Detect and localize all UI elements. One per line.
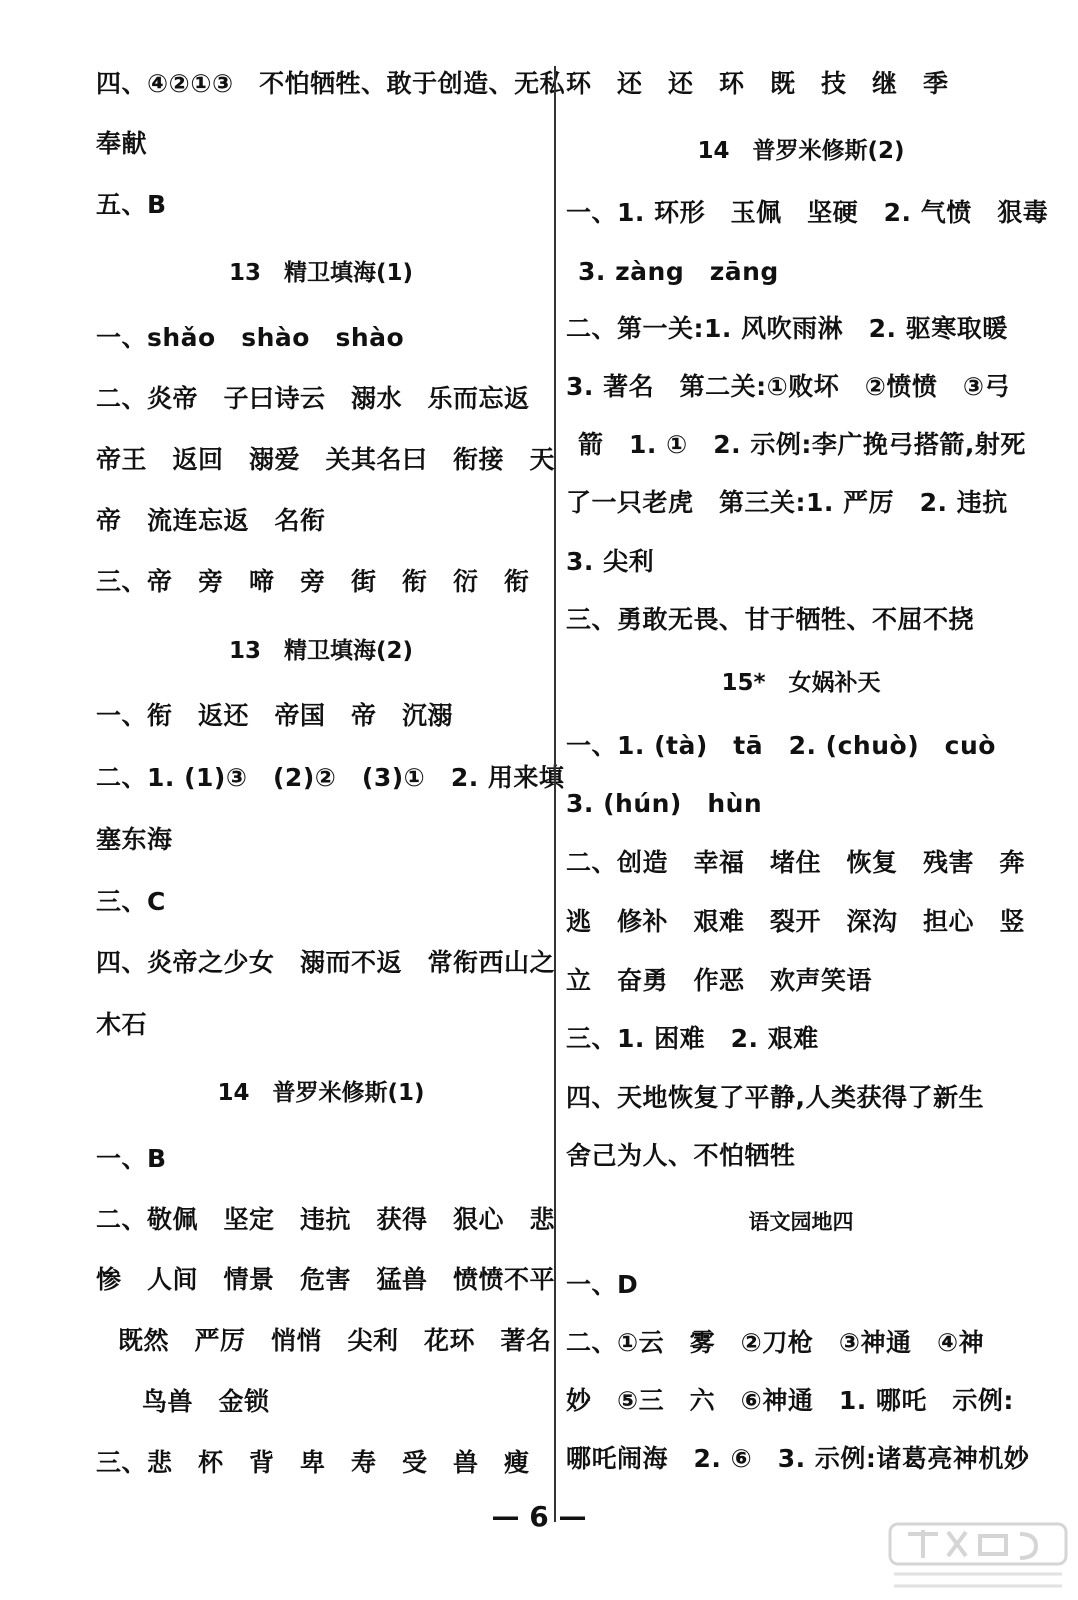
answer-line: 一、shǎo shào shào [96, 323, 405, 352]
section-heading: 13 精卫填海(2) [228, 638, 414, 664]
answer-line: 3. 尖利 [566, 547, 655, 576]
answer-line: 哪吒闹海 2. ⑥ 3. 示例:诸葛亮神机妙 [566, 1444, 1030, 1473]
answer-line: 二、创造 幸福 堵住 恢复 残害 奔 [566, 848, 1026, 877]
answer-line: 帝王 返回 溺爱 关其名曰 衔接 天 [96, 445, 556, 474]
answer-line: 帝 流连忘返 名衔 [96, 506, 326, 535]
answer-line: 二、①云 雾 ②刀枪 ③神通 ④神 [566, 1328, 985, 1357]
section-heading: 语文园地四 [748, 1210, 854, 1234]
answer-line: 环 还 还 环 既 技 继 季 [566, 69, 949, 98]
answer-line: 奉献 [96, 129, 148, 158]
page-number: — 6 — [491, 1500, 587, 1533]
section-heading: 15* 女娲补天 [721, 670, 881, 696]
answer-line: 箭 1. ① 2. 示例:李广挽弓搭箭,射死 [578, 430, 1026, 459]
answer-line: 三、帝 旁 啼 旁 街 衔 衍 衔 [96, 567, 530, 596]
answer-line: 既然 严厉 悄悄 尖利 花环 著名 [118, 1326, 552, 1355]
answer-line: 塞东海 [96, 825, 173, 854]
answer-line: 舍己为人、不怕牺牲 [566, 1141, 796, 1170]
watermark-logo [888, 1522, 1068, 1592]
answer-line: 3. 著名 第二关:①败坏 ②愤愤 ③弓 [566, 372, 1011, 401]
column-divider [554, 66, 556, 1522]
answer-line: 二、炎帝 子曰诗云 溺水 乐而忘返 [96, 384, 530, 413]
answer-line: 鸟兽 金锁 [142, 1387, 270, 1416]
answer-line: 立 奋勇 作恶 欢声笑语 [566, 966, 873, 995]
answer-line: 五、B [96, 190, 167, 219]
section-heading: 14 普罗米修斯(2) [697, 138, 905, 164]
answer-line: 一、D [566, 1270, 639, 1299]
answer-line: 一、衔 返还 帝国 帝 沉溺 [96, 701, 454, 730]
answer-line: 二、敬佩 坚定 违抗 获得 狠心 悲 [96, 1205, 556, 1234]
answer-line: 惨 人间 情景 危害 猛兽 愤愤不平 [96, 1265, 556, 1294]
answer-line: 木石 [96, 1010, 148, 1039]
answer-line: 一、1. 环形 玉佩 坚硬 2. 气愤 狠毒 [566, 198, 1049, 227]
answer-line: 三、勇敢无畏、甘于牺牲、不屈不挠 [566, 605, 975, 634]
answer-line: 三、1. 困难 2. 艰难 [566, 1024, 819, 1053]
answer-line: 妙 ⑤三 六 ⑥神通 1. 哪吒 示例: [566, 1386, 1014, 1415]
answer-line: 二、第一关:1. 风吹雨淋 2. 驱寒取暖 [566, 314, 1008, 343]
answer-line: 三、悲 杯 背 卑 寿 受 兽 瘦 [96, 1448, 530, 1477]
answer-line: 一、B [96, 1144, 167, 1173]
answer-line: 四、天地恢复了平静,人类获得了新生 [566, 1083, 984, 1112]
section-heading: 13 精卫填海(1) [228, 260, 414, 286]
answer-line: 二、1. (1)③ (2)② (3)① 2. 用来填 [96, 763, 565, 792]
answer-line: 一、1. (tà) tā 2. (chuò) cuò [566, 731, 996, 760]
answer-line: 3. zàng zāng [578, 257, 779, 286]
section-heading: 14 普罗米修斯(1) [217, 1080, 425, 1106]
answer-line: 逃 修补 艰难 裂开 深沟 担心 竖 [566, 907, 1026, 936]
answer-line: 四、炎帝之少女 溺而不返 常衔西山之 [96, 948, 556, 977]
answer-line: 了一只老虎 第三关:1. 严厉 2. 违抗 [566, 488, 1008, 517]
answer-line: 三、C [96, 887, 166, 916]
answer-line: 3. (hún) hùn [566, 789, 763, 818]
answer-line: 四、④②①③ 不怕牺牲、敢于创造、无私 [96, 69, 566, 98]
